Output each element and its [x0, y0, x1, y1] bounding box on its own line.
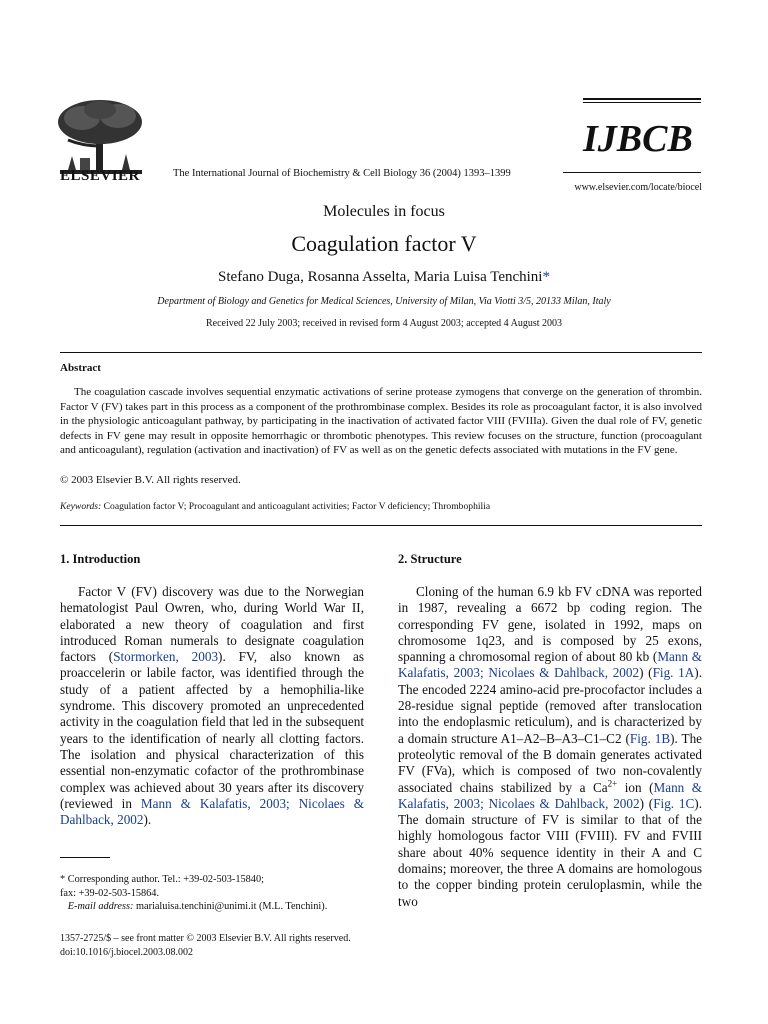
issn-line: 1357-2725/$ – see front matter © 2003 Elsevier B.V. All rights reserved.	[60, 933, 351, 944]
structure-text-6: ) (	[639, 795, 654, 811]
intro-text-1: Factor V (FV) discovery was due to the Norwegian hematologist Paul Owren, who, during World War II, elaborated a new theory of coagulation and first introduced Roman numerals to designate coagulation factors (	[60, 584, 364, 665]
authors-text: Stefano Duga, Rosanna Asselta, Maria Luisa Tenchini	[218, 269, 543, 285]
structure-heading: 2. Structure	[398, 552, 462, 566]
journal-rule	[563, 172, 701, 173]
section-label: Molecules in focus	[323, 203, 445, 220]
header-rule-thin	[583, 102, 701, 103]
structure-paragraph	[398, 584, 702, 910]
structure-text-2: ) (	[639, 665, 653, 681]
citation-link[interactable]: Stormorken, 2003	[113, 649, 219, 665]
introduction-heading: 1. Introduction	[60, 552, 141, 566]
abstract-text: The coagulation cascade involves sequential enzymatic activations of serine protease zymogens that converge on the generation of thrombin. Factor V (FV) takes part in this process as a component of the prothrombinase complex. Besides its role as procoagulant factor, it is also involved in the physiologic anticoagulant pathway, by participating in the inactivation of activated factor VIII (FVIIIa). Given the dual role of FV, genetic defects in FV gene may result in opposite hemorrhagic or thrombotic phenotypes. This review focuses on the structure, function (procoagulant and anticoagulant), regulation (activation and inactivation) of FV as well as on the genetic defects associated with mutations in the FV gene.	[60, 386, 702, 457]
intro-text-2: ). FV, also known as proaccelerin or labile factor, was identified through the study of a patient affected by a hemophilia-like syndrome. This discovery promoted an unprecedented activity in the coagulation field that led in the subsequent years to the identification of nearly all clotting factors. The isolation and physical characterization of this essential non-enzymatic cofactor of the prothrombinase complex was achieved about 30 years after its discovery (reviewed in	[60, 649, 364, 811]
article-title: Coagulation factor V	[291, 231, 477, 256]
keywords-list: Coagulation factor V; Procoagulant and anticoagulant activities; Factor V deficiency; Thrombophilia	[103, 501, 491, 512]
corresponding-author-footnote	[60, 873, 364, 914]
structure-text-4: ). The proteolytic removal of the B domain generates activated FV (FVa), which is composed of two non-covalently associated chains stabilized by a Ca	[398, 730, 703, 795]
citation-link[interactable]: Mann & Kalafatis, 2003; Nicolaes & Dahlback, 2002	[398, 649, 702, 681]
superscript: 2+	[607, 778, 618, 789]
keywords-label: Keywords:	[60, 501, 102, 512]
publisher-name: ELSEVIER	[60, 168, 140, 184]
corresponding-author-link[interactable]: *	[542, 269, 550, 285]
abstract-top-rule	[60, 352, 702, 353]
abstract-heading: Abstract	[60, 362, 101, 374]
citation-link[interactable]: Mann & Kalafatis, 2003; Nicolaes & Dahlback, 2002	[60, 795, 364, 828]
journal-abbreviation: IJBCB	[583, 118, 693, 160]
keywords	[60, 501, 702, 512]
journal-citation: The International Journal of Biochemistry & Cell Biology 36 (2004) 1393–1399	[173, 168, 511, 179]
structure-text-7: ). The domain structure of FV is similar to that of the highly homologous factor VIII (FVIII). FV and FVIII share about 40% sequence identity in their A and C domains; moreover, the three A domains are homologous to the copper binding protein ceruloplasmin, while the two	[398, 795, 702, 909]
figure-link[interactable]: Fig. 1C	[653, 795, 695, 811]
figure-link[interactable]: Fig. 1B	[629, 730, 671, 746]
footnote-email[interactable]: marialuisa.tenchini@unimi.it (M.L. Tenchini).	[133, 901, 328, 912]
author-list	[0, 269, 768, 286]
abstract-bottom-rule	[60, 525, 702, 526]
structure-text-3: ). The encoded 2224 amino-acid pre-procofactor includes a 28-residue signal peptide (removed after translocation into the endoplasmic reticulum), and is characterized by a domain structure A1–A2–B–A3–C1–C2 (	[398, 665, 702, 746]
footnote-mark: *	[60, 874, 66, 885]
footnote-fax: fax: +39-02-503-15864.	[60, 887, 160, 899]
footnote-rule	[60, 857, 110, 858]
citation-link[interactable]: Mann & Kalafatis, 2003; Nicolaes & Dahlback, 2002	[398, 779, 703, 811]
introduction-paragraph	[60, 584, 364, 828]
doi-line[interactable]: doi:10.1016/j.biocel.2003.08.002	[60, 947, 194, 958]
header-rule	[583, 98, 701, 100]
affiliation: Department of Biology and Genetics for Medical Sciences, University of Milan, Via Viotti 3/5, 20133 Milan, Italy	[157, 296, 611, 307]
abstract-copyright: © 2003 Elsevier B.V. All rights reserved.	[60, 474, 241, 486]
figure-link[interactable]: Fig. 1A	[652, 665, 695, 681]
footnote-tel: Corresponding author. Tel.: +39-02-503-15840;	[65, 874, 264, 885]
structure-text-1: Cloning of the human 6.9 kb FV cDNA was reported in 1987, revealing a 6672 bp coding region. The corresponding FV gene, isolated in 1992, maps on chromosome 1q23, and is composed by 25 exons, spanning a chromosomal region of about 80 kb (	[398, 584, 702, 665]
structure-text-5: ion (	[617, 779, 654, 795]
intro-text-3: ).	[143, 812, 152, 828]
journal-website-link[interactable]: www.elsevier.com/locate/biocel	[574, 182, 702, 193]
received-dates: Received 22 July 2003; received in revised form 4 August 2003; accepted 4 August 2003	[205, 318, 563, 329]
footnote-email-label: E-mail address:	[67, 901, 134, 912]
